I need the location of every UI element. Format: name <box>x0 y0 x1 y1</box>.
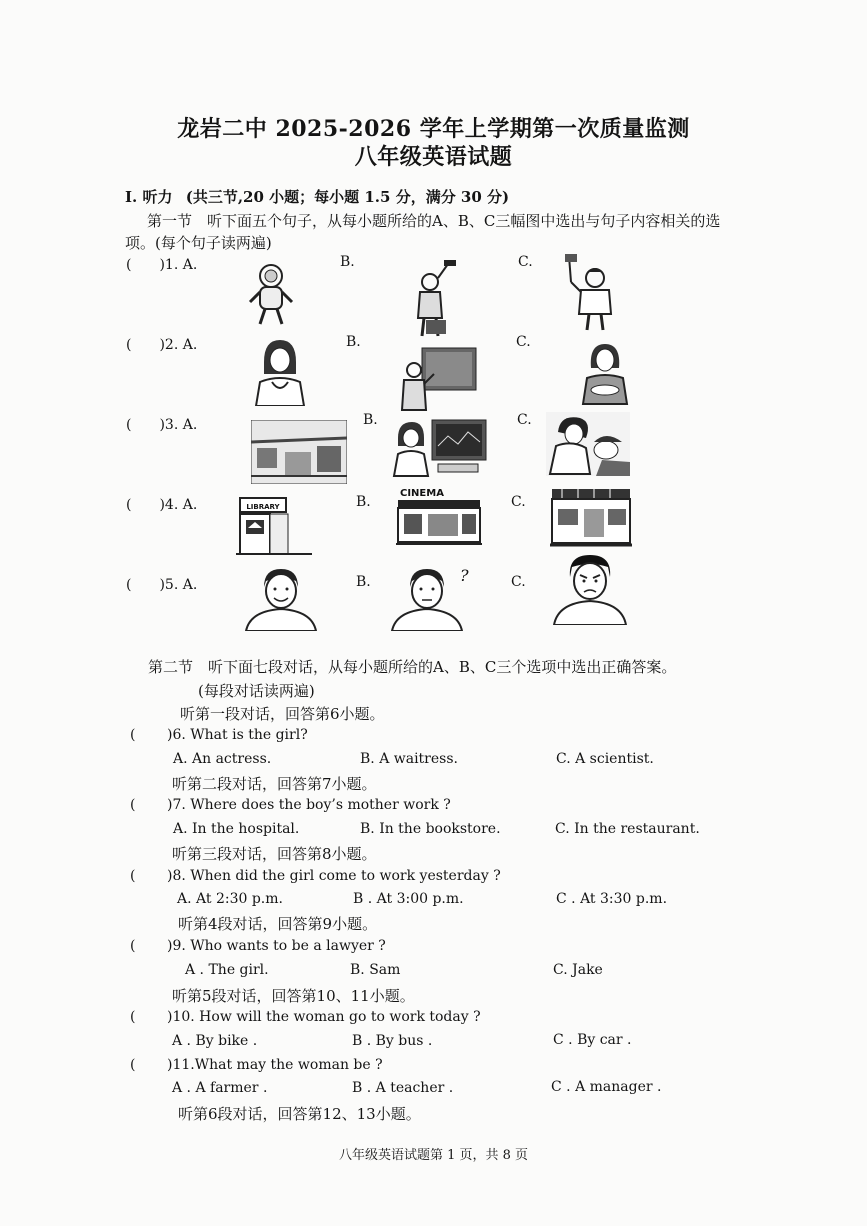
question-stem: )8. When did the girl come to work yesterday ? <box>167 868 501 884</box>
answer-bracket[interactable]: ( <box>130 868 136 884</box>
part-heading <box>125 186 509 207</box>
page-footer: 八年级英语试题第 1 页，共 8 页 <box>338 1148 529 1163</box>
answer-bracket[interactable]: ( <box>130 797 136 813</box>
question-2-label: ( )2. A. <box>126 337 198 353</box>
restaurant-building-icon <box>550 487 632 549</box>
option-a: A . By bike . <box>172 1033 258 1049</box>
section1-instruction: 第一节 听下面五个句子，从每小题所给的A、B、C三幅图中选出与句子内容相关的选 <box>147 212 721 230</box>
girl-at-computer-icon <box>392 418 488 478</box>
library-building-icon <box>236 496 312 558</box>
answer-bracket[interactable]: ( <box>130 1009 136 1025</box>
park-scene-icon <box>251 420 347 484</box>
option-a: A . The girl. <box>185 962 269 978</box>
part-note: (共三节,20 小题；每小题 1.5 分，满分 30 分) <box>185 188 510 206</box>
question-2-option-b: B. <box>346 334 361 350</box>
dialogue-intro: 听第6段对话，回答第12、13小题。 <box>178 1105 421 1123</box>
angry-boy-icon <box>552 553 628 625</box>
section1-instruction-cont: 项。(每个句子读两遍) <box>125 234 272 252</box>
question-4-label: ( )4. A. <box>126 497 198 513</box>
question-4-option-c: C. <box>511 494 526 510</box>
question-1-option-c: C. <box>518 254 533 270</box>
option-b: B . By bus . <box>352 1033 433 1049</box>
option-b: B . At 3:00 p.m. <box>353 891 464 907</box>
option-b: B. In the bookstore. <box>360 821 501 837</box>
dialogue-intro: 听第4段对话，回答第9小题。 <box>178 915 378 933</box>
option-c: C . By car . <box>553 1032 632 1048</box>
answer-bracket[interactable]: ( <box>130 938 136 954</box>
section2-instruction: 第二节 听下面七段对话，从每小题所给的A、B、C三个选项中选出正确答案。 <box>148 658 677 676</box>
option-b: B. A waitress. <box>360 751 458 767</box>
question-2-option-c: C. <box>516 334 531 350</box>
question-stem: )6. What is the girl? <box>167 727 308 743</box>
puzzled-boy-icon <box>390 565 480 631</box>
dentist-scene-icon <box>546 412 630 476</box>
library-sign: LIBRARY <box>246 503 280 511</box>
answer-bracket[interactable]: ( <box>130 1057 136 1073</box>
option-c: C. A scientist. <box>556 751 654 767</box>
smiling-boy-icon <box>244 565 318 631</box>
dialogue-intro: 听第三段对话，回答第8小题。 <box>172 845 377 863</box>
dialogue-intro: 听第一段对话，回答第6小题。 <box>180 705 385 723</box>
question-stem: )7. Where does the boy’s mother work ? <box>167 797 451 813</box>
option-b: B. Sam <box>350 962 401 978</box>
dialogue-intro: 听第5段对话，回答第10、11小题。 <box>172 987 415 1005</box>
question-3-label: ( )3. A. <box>126 417 198 433</box>
option-a: A. An actress. <box>173 751 272 767</box>
question-5-label: ( )5. A. <box>126 577 198 593</box>
astronaut-figure-icon <box>246 262 296 327</box>
part-number: I. <box>125 188 138 206</box>
question-5-option-b: B. <box>356 574 371 590</box>
option-a: A. In the hospital. <box>173 821 300 837</box>
question-3-option-b: B. <box>363 412 378 428</box>
page-title: 龙岩二中 2025-2026 学年上学期第一次质量监测 <box>177 116 690 142</box>
question-5-option-c: C. <box>511 574 526 590</box>
option-c: C. In the restaurant. <box>555 821 700 837</box>
option-a: A . A farmer . <box>172 1080 268 1096</box>
option-c: C . A manager . <box>551 1079 662 1095</box>
man-with-flag-icon <box>557 252 622 332</box>
dialogue-intro: 听第二段对话，回答第7小题。 <box>172 775 377 793</box>
question-stem: )10. How will the woman go to work today ? <box>167 1009 481 1025</box>
question-3-option-c: C. <box>517 412 532 428</box>
question-stem: )9. Who wants to be a lawyer ? <box>167 938 386 954</box>
option-c: C . At 3:30 p.m. <box>556 891 668 907</box>
woman-eating-icon <box>575 338 635 408</box>
option-a: A. At 2:30 p.m. <box>177 891 283 907</box>
question-1-label: ( )1. A. <box>126 257 198 273</box>
woman-doctor-icon <box>250 334 310 406</box>
option-c: C. Jake <box>553 962 603 978</box>
cinema-building-icon <box>396 486 482 548</box>
page-subtitle: 八年级英语试题 <box>354 144 513 170</box>
question-1-option-b: B. <box>340 254 355 270</box>
question-mark: ? <box>460 566 469 585</box>
option-b: B . A teacher . <box>352 1080 454 1096</box>
question-stem: )11.What may the woman be ? <box>167 1057 383 1073</box>
section2-note: (每段对话读两遍) <box>198 682 315 700</box>
question-4-option-b: B. <box>356 494 371 510</box>
part-title: 听力 <box>142 188 173 206</box>
cinema-sign: CINEMA <box>400 488 444 499</box>
teacher-at-board-icon <box>398 344 478 416</box>
answer-bracket[interactable]: ( <box>130 727 136 743</box>
waving-boy-icon <box>402 258 462 338</box>
